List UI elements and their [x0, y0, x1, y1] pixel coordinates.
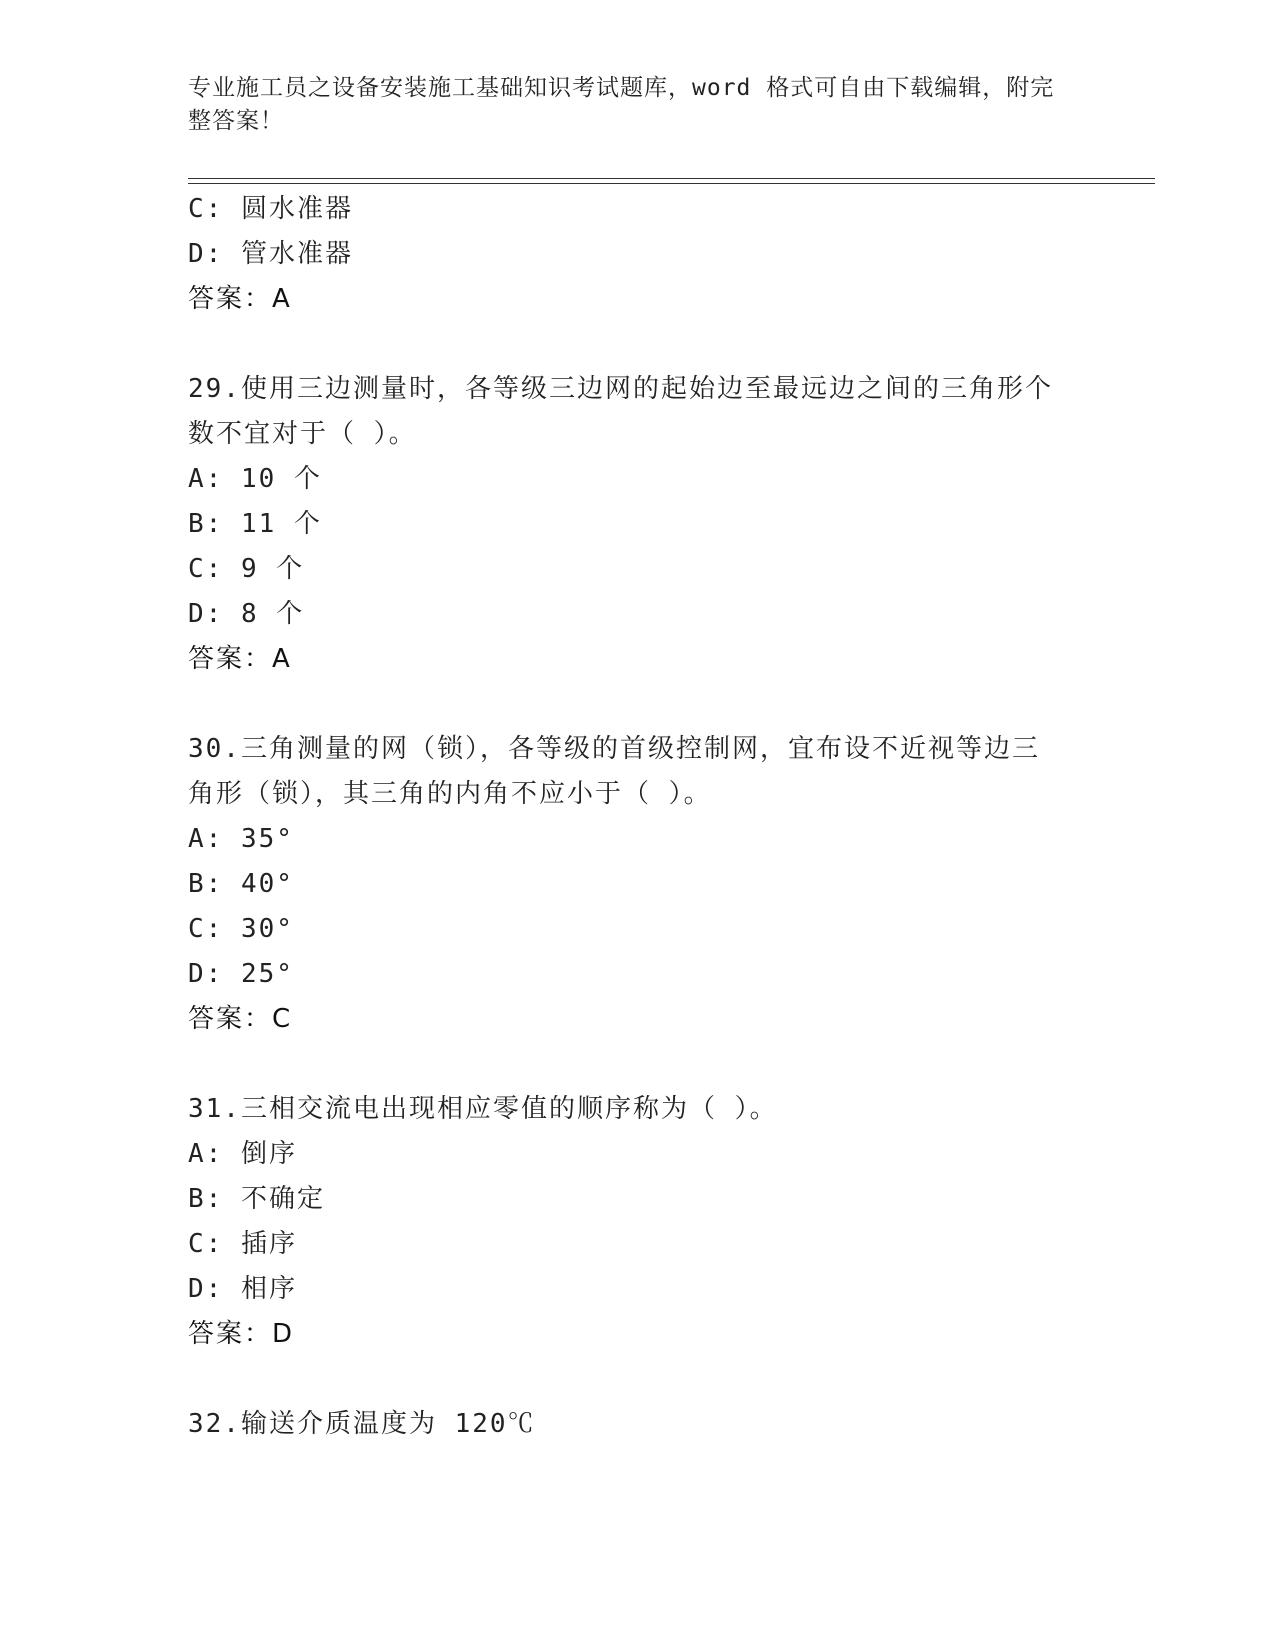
option-c: C: 30°	[188, 914, 294, 944]
option-d: D: 25°	[188, 959, 294, 989]
question-stem-line: 29.使用三边测量时，各等级三边网的起始边至最远边之间的三角形个	[188, 374, 1053, 404]
option-b: B: 40°	[188, 869, 294, 899]
option-c: C: 9 个	[188, 554, 305, 584]
option-a: A: 35°	[188, 824, 294, 854]
option-a: A: 10 个	[188, 464, 322, 494]
option-c: C: 插序	[188, 1229, 297, 1259]
option-d: D: 8 个	[188, 599, 305, 629]
header-divider-bottom	[188, 183, 1155, 184]
question-stem-line: 32.输送介质温度为 120℃	[188, 1409, 536, 1439]
option-d: D: 管水准器	[188, 239, 353, 269]
option-d: D: 相序	[188, 1274, 297, 1304]
answer: 答案：D	[188, 1319, 295, 1349]
question-stem-line: 30.三角测量的网（锁），各等级的首级控制网，宜布设不近视等边三	[188, 734, 1040, 764]
question-stem-line: 31.三相交流电出现相应零值的顺序称为（ ）。	[188, 1094, 778, 1124]
answer: 答案：C	[188, 1004, 293, 1034]
question-stem-line: 数不宜对于（ ）。	[188, 419, 417, 449]
option-b: B: 11 个	[188, 509, 322, 539]
option-c: C: 圆水准器	[188, 194, 353, 224]
document-header: 专业施工员之设备安装施工基础知识考试题库，word 格式可自由下载编辑，附完整答案！	[188, 75, 1055, 134]
option-b: B: 不确定	[188, 1184, 325, 1214]
answer: 答案：A	[188, 644, 292, 674]
option-a: A: 倒序	[188, 1139, 297, 1169]
answer: 答案：A	[188, 284, 292, 314]
question-stem-line: 角形（锁），其三角的内角不应小于（ ）。	[188, 779, 712, 809]
header-divider-top	[188, 178, 1155, 179]
